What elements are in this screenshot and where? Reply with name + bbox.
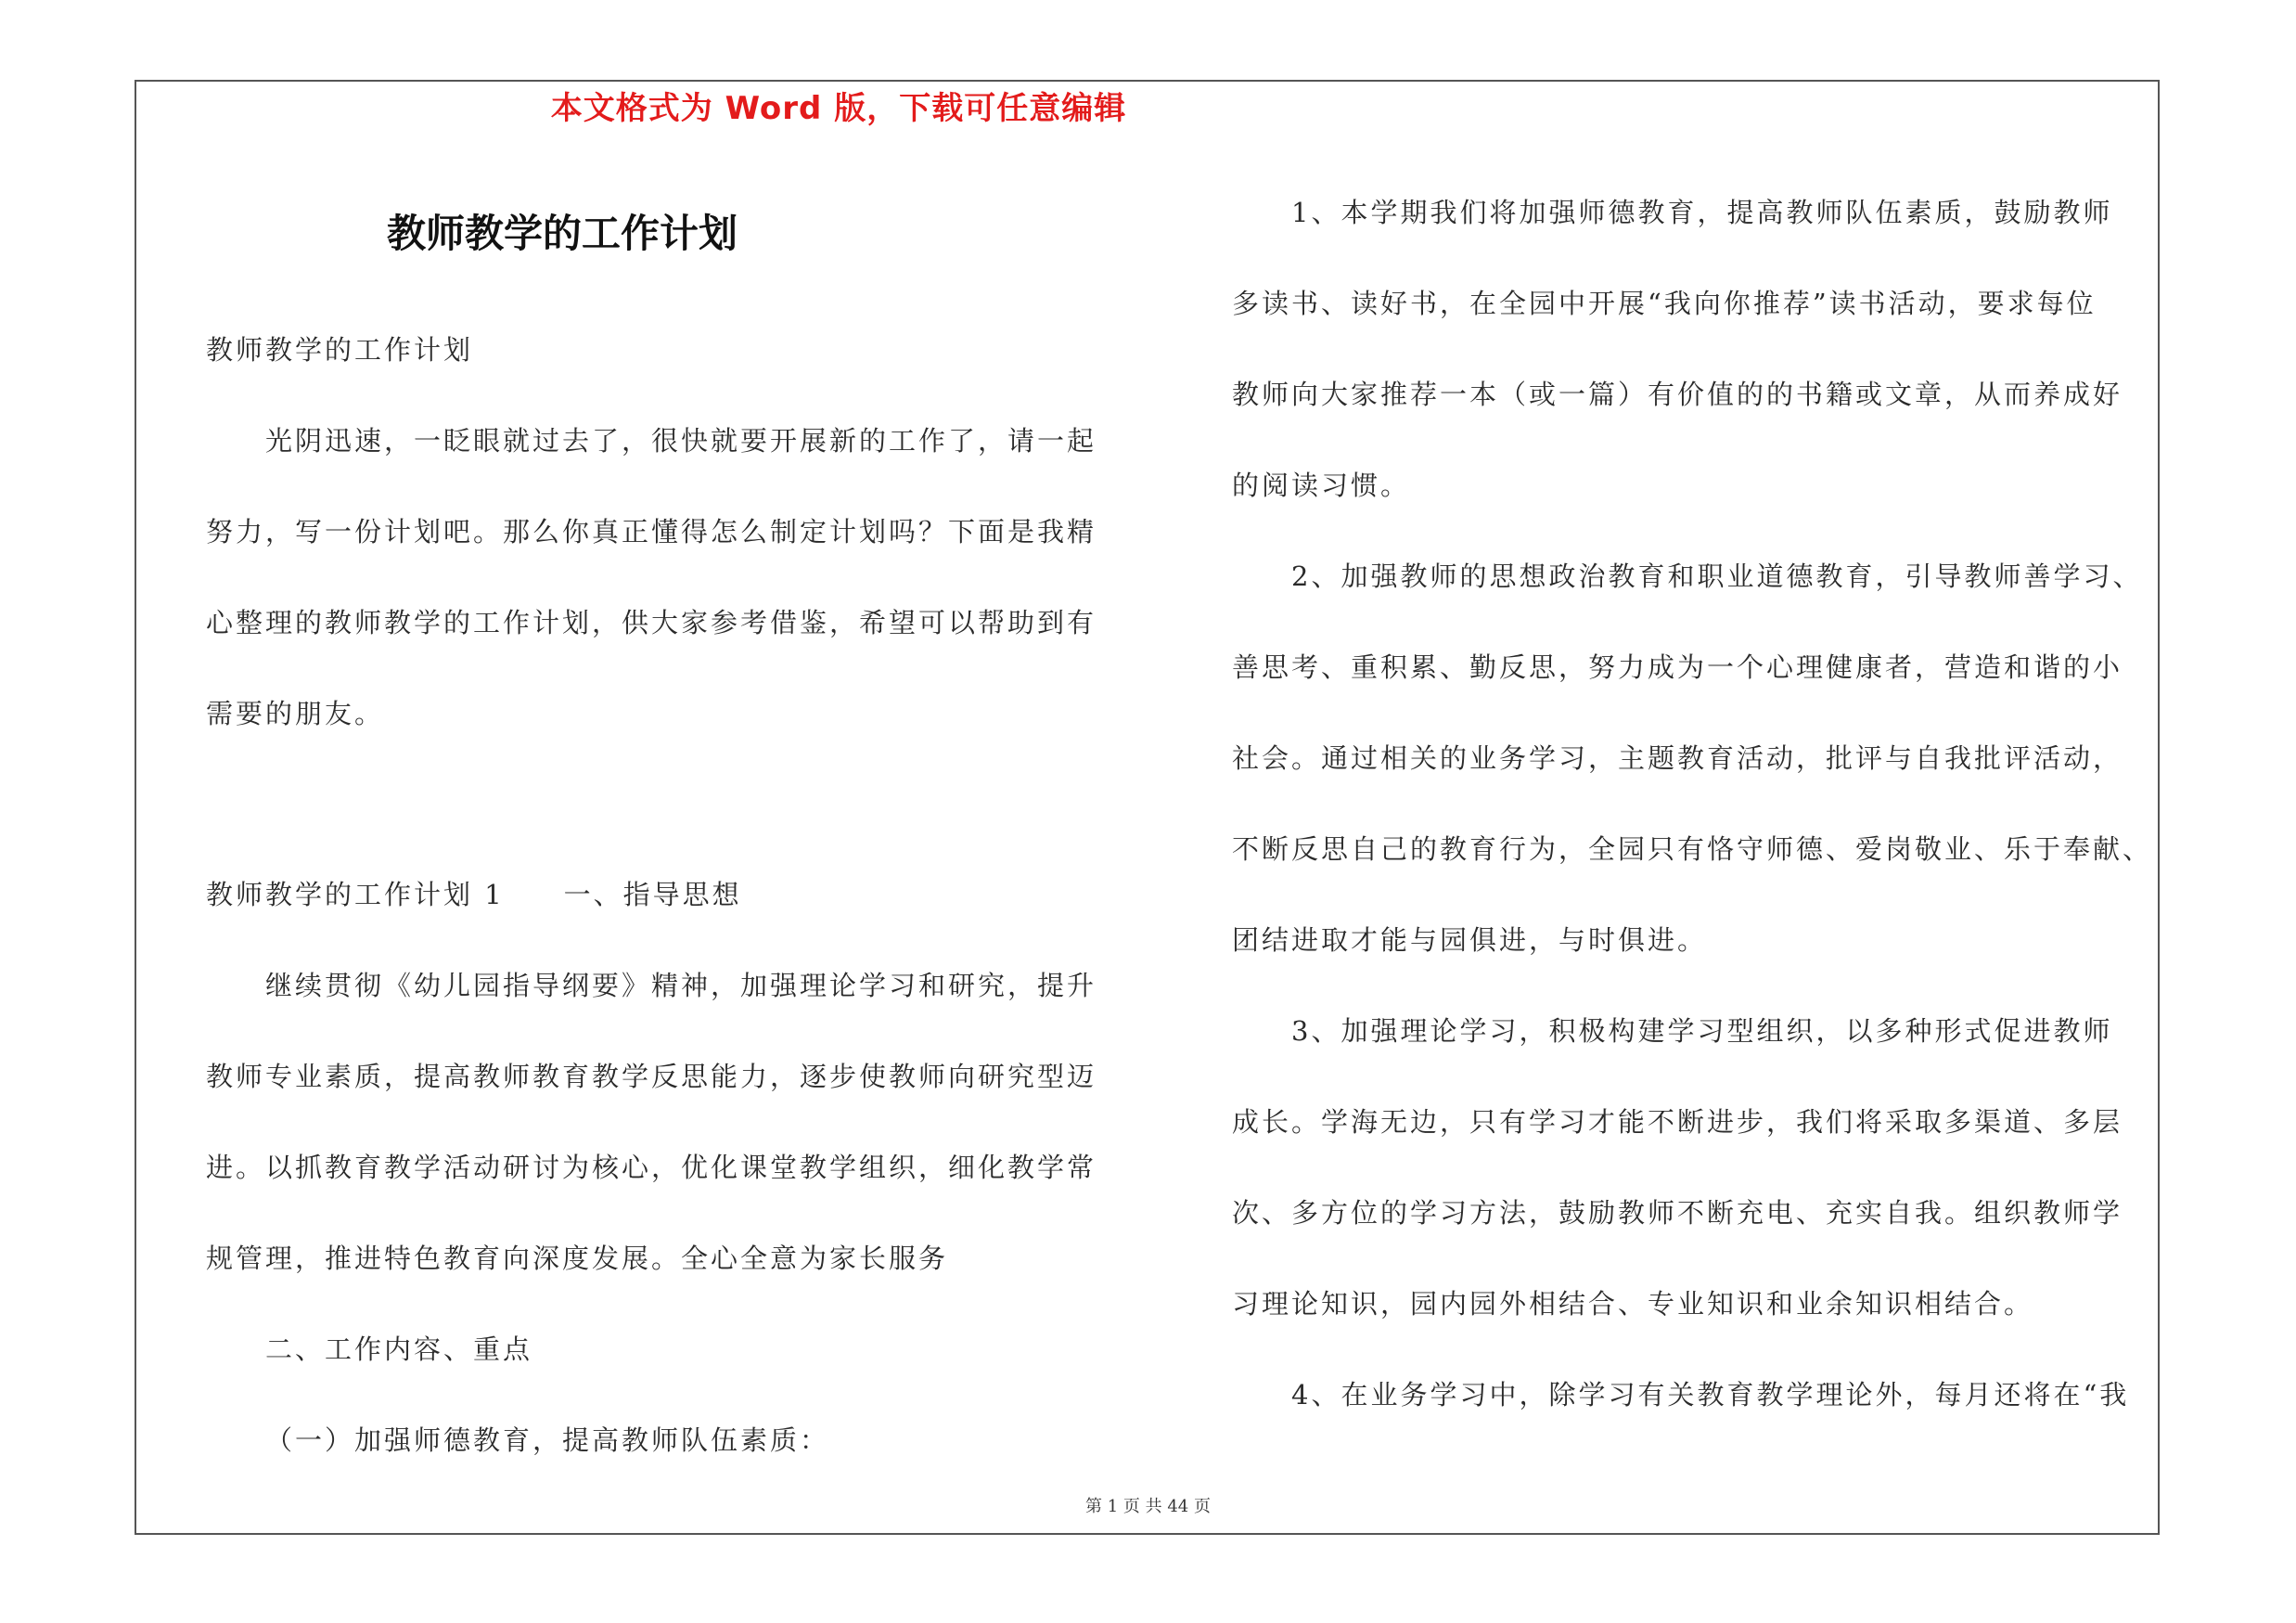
- left-line-paragraph: 心整理的教师教学的工作计划，供大家参考借鉴，希望可以帮助到有: [206, 607, 1097, 638]
- left-line-subtitle: 教师教学的工作计划: [206, 334, 474, 366]
- right-line-paragraph: 教师向大家推荐一本（或一篇）有价值的的书籍或文章，从而养成好: [1232, 379, 2123, 410]
- left-line-paragraph: 规管理，推进特色教育向深度发展。全心全意为家长服务: [206, 1243, 949, 1274]
- right-line-paragraph: 不断反思自己的教育行为，全园只有恪守师德、爱岗敬业、乐于奉献、: [1232, 833, 2153, 865]
- right-line-paragraph: 团结进取才能与园俱进，与时俱进。: [1232, 924, 1708, 956]
- right-line-paragraph: 3、加强理论学习，积极构建学习型组织，以多种形式促进教师: [1291, 1015, 2113, 1047]
- right-line-paragraph: 习理论知识，园内园外相结合、专业知识和业余知识相结合。: [1232, 1288, 2034, 1320]
- format-banner: 本文格式为 Word 版，下载可任意编辑: [550, 90, 1127, 127]
- left-line-section-heading: 教师教学的工作计划 1 一、指导思想: [206, 879, 742, 910]
- left-line-paragraph: 努力，写一份计划吧。那么你真正懂得怎么制定计划吗？下面是我精: [206, 516, 1097, 547]
- right-line-paragraph: 次、多方位的学习方法，鼓励教师不断充电、充实自我。组织教师学: [1232, 1197, 2123, 1229]
- left-line-paragraph: 进。以抓教育教学活动研讨为核心，优化课堂教学组织，细化教学常: [206, 1152, 1097, 1183]
- left-line-subsection-heading: （一）加强师德教育，提高教师队伍素质：: [265, 1424, 830, 1456]
- right-line-paragraph: 成长。学海无边，只有学习才能不断进步，我们将采取多渠道、多层: [1232, 1106, 2123, 1138]
- right-line-paragraph: 4、在业务学习中，除学习有关教育教学理论外，每月还将在“我: [1291, 1379, 2130, 1410]
- right-line-paragraph: 社会。通过相关的业务学习，主题教育活动，批评与自我批评活动，: [1232, 742, 2123, 774]
- left-line-paragraph: 继续贯彻《幼儿园指导纲要》精神，加强理论学习和研究，提升: [265, 970, 1097, 1001]
- document-title: 教师教学的工作计划: [386, 211, 738, 256]
- left-line-paragraph: 光阴迅速，一眨眼就过去了，很快就要开展新的工作了，请一起: [265, 425, 1097, 457]
- right-line-paragraph: 1、本学期我们将加强师德教育，提高教师队伍素质，鼓励教师: [1291, 197, 2113, 228]
- page-number-footer: 第 1 页 共 44 页: [1085, 1497, 1211, 1516]
- right-line-paragraph: 多读书、读好书，在全园中开展“我向你推荐”读书活动，要求每位: [1232, 288, 2097, 319]
- left-line-section-heading: 二、工作内容、重点: [265, 1333, 533, 1365]
- left-line-paragraph: 需要的朋友。: [206, 698, 385, 729]
- left-line-paragraph: 教师专业素质，提高教师教育教学反思能力，逐步使教师向研究型迈: [206, 1061, 1097, 1092]
- right-line-paragraph: 善思考、重积累、勤反思，努力成为一个心理健康者，营造和谐的小: [1232, 651, 2123, 683]
- right-line-paragraph: 的阅读习惯。: [1232, 470, 1411, 501]
- right-line-paragraph: 2、加强教师的思想政治教育和职业道德教育，引导教师善学习、: [1291, 560, 2143, 592]
